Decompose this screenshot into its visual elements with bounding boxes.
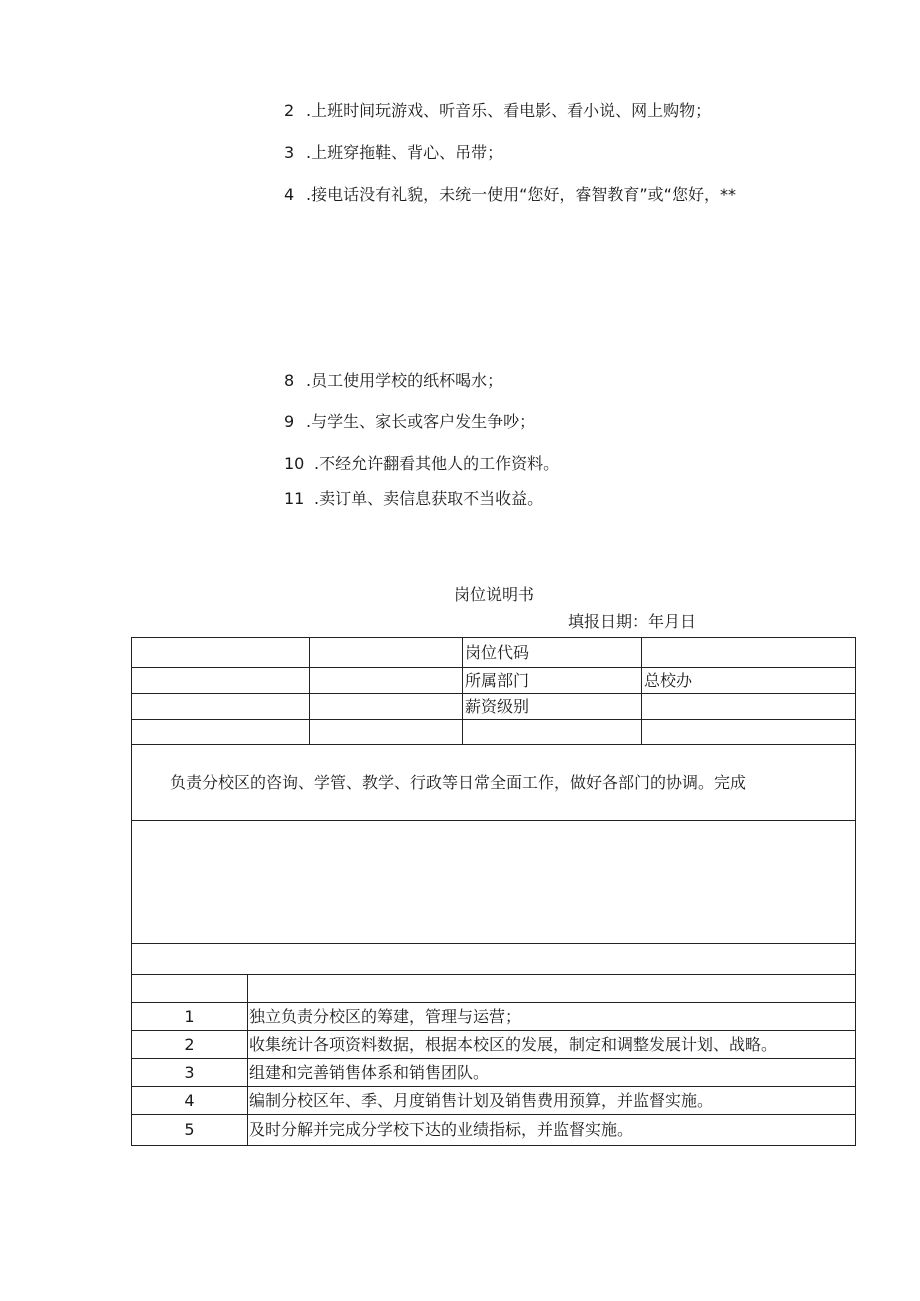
duty-row <box>132 1003 856 1031</box>
table-row <box>132 638 856 668</box>
duty-row <box>132 1059 856 1087</box>
table-row <box>132 745 856 821</box>
table-row <box>132 694 856 720</box>
rule-number: 10 <box>284 454 305 473</box>
job-summary: 负责分校区的咨询、学管、教学、行政等日常全面工作，做好各部门的协调。完成 <box>132 745 856 821</box>
rule-text: .卖订单、卖信息获取不当收益。 <box>314 489 544 508</box>
rule-number: 8 <box>284 371 295 390</box>
table-cell <box>132 821 856 944</box>
rule-number: 4 <box>284 185 295 204</box>
table-cell <box>132 638 310 668</box>
duty-row <box>132 1115 856 1146</box>
rule-number: 11 <box>284 489 305 508</box>
table-cell <box>248 975 856 1003</box>
duty-text: 组建和完善销售体系和销售团队。 <box>248 1059 856 1087</box>
table-cell <box>463 720 642 745</box>
table-cell <box>132 668 310 694</box>
table-cell <box>310 720 463 745</box>
duty-number: 3 <box>132 1059 248 1087</box>
duty-number: 5 <box>132 1115 248 1146</box>
table-row <box>132 975 856 1003</box>
salary-value <box>642 694 856 720</box>
document-title: 岗位说明书 <box>453 585 534 604</box>
job-description-table <box>131 637 856 1146</box>
table-cell <box>310 638 463 668</box>
rule-item <box>284 371 503 391</box>
duty-text: 收集统计各项资料数据，根据本校区的发展，制定和调整发展计划、战略。 <box>248 1031 856 1059</box>
duty-text: 及时分解并完成分学校下达的业绩指标，并监督实施。 <box>248 1115 856 1146</box>
table-cell <box>642 720 856 745</box>
salary-label: 薪资级别 <box>463 694 642 720</box>
rule-item <box>284 143 503 163</box>
rule-item <box>284 454 559 474</box>
table-cell <box>310 694 463 720</box>
table-cell <box>132 694 310 720</box>
fill-date: 填报日期：年月日 <box>568 612 697 631</box>
table-cell <box>132 975 248 1003</box>
table-row <box>132 944 856 975</box>
duty-text: 编制分校区年、季、月度销售计划及销售费用预算，并监督实施。 <box>248 1087 856 1115</box>
position-code-value <box>642 638 856 668</box>
position-code-label: 岗位代码 <box>463 638 642 668</box>
rule-number: 9 <box>284 412 295 431</box>
rule-text: .与学生、家长或客户发生争吵； <box>306 412 536 431</box>
department-label: 所属部门 <box>463 668 642 694</box>
table-row <box>132 668 856 694</box>
table-cell <box>132 944 856 975</box>
rule-item <box>284 101 711 121</box>
duty-number: 1 <box>132 1003 248 1031</box>
table-row <box>132 821 856 944</box>
duty-text: 独立负责分校区的筹建，管理与运营； <box>248 1003 856 1031</box>
table-cell <box>132 720 310 745</box>
duty-row <box>132 1031 856 1059</box>
rule-text: .上班穿拖鞋、背心、吊带； <box>306 143 504 162</box>
duty-number: 2 <box>132 1031 248 1059</box>
rule-number: 2 <box>284 101 295 120</box>
rule-number: 3 <box>284 143 295 162</box>
rule-text: .员工使用学校的纸杯喝水； <box>306 371 504 390</box>
department-value: 总校办 <box>642 668 856 694</box>
rule-item <box>284 489 543 509</box>
duty-number: 4 <box>132 1087 248 1115</box>
rule-item <box>284 185 736 205</box>
table-row <box>132 720 856 745</box>
table-cell <box>310 668 463 694</box>
rule-item <box>284 412 535 432</box>
duty-row <box>132 1087 856 1115</box>
rule-text: .接电话没有礼貌，未统一使用“您好，睿智教育”或“您好，** <box>306 185 736 204</box>
rule-text: .不经允许翻看其他人的工作资料。 <box>314 454 560 473</box>
rule-text: .上班时间玩游戏、听音乐、看电影、看小说、网上购物； <box>306 101 712 120</box>
